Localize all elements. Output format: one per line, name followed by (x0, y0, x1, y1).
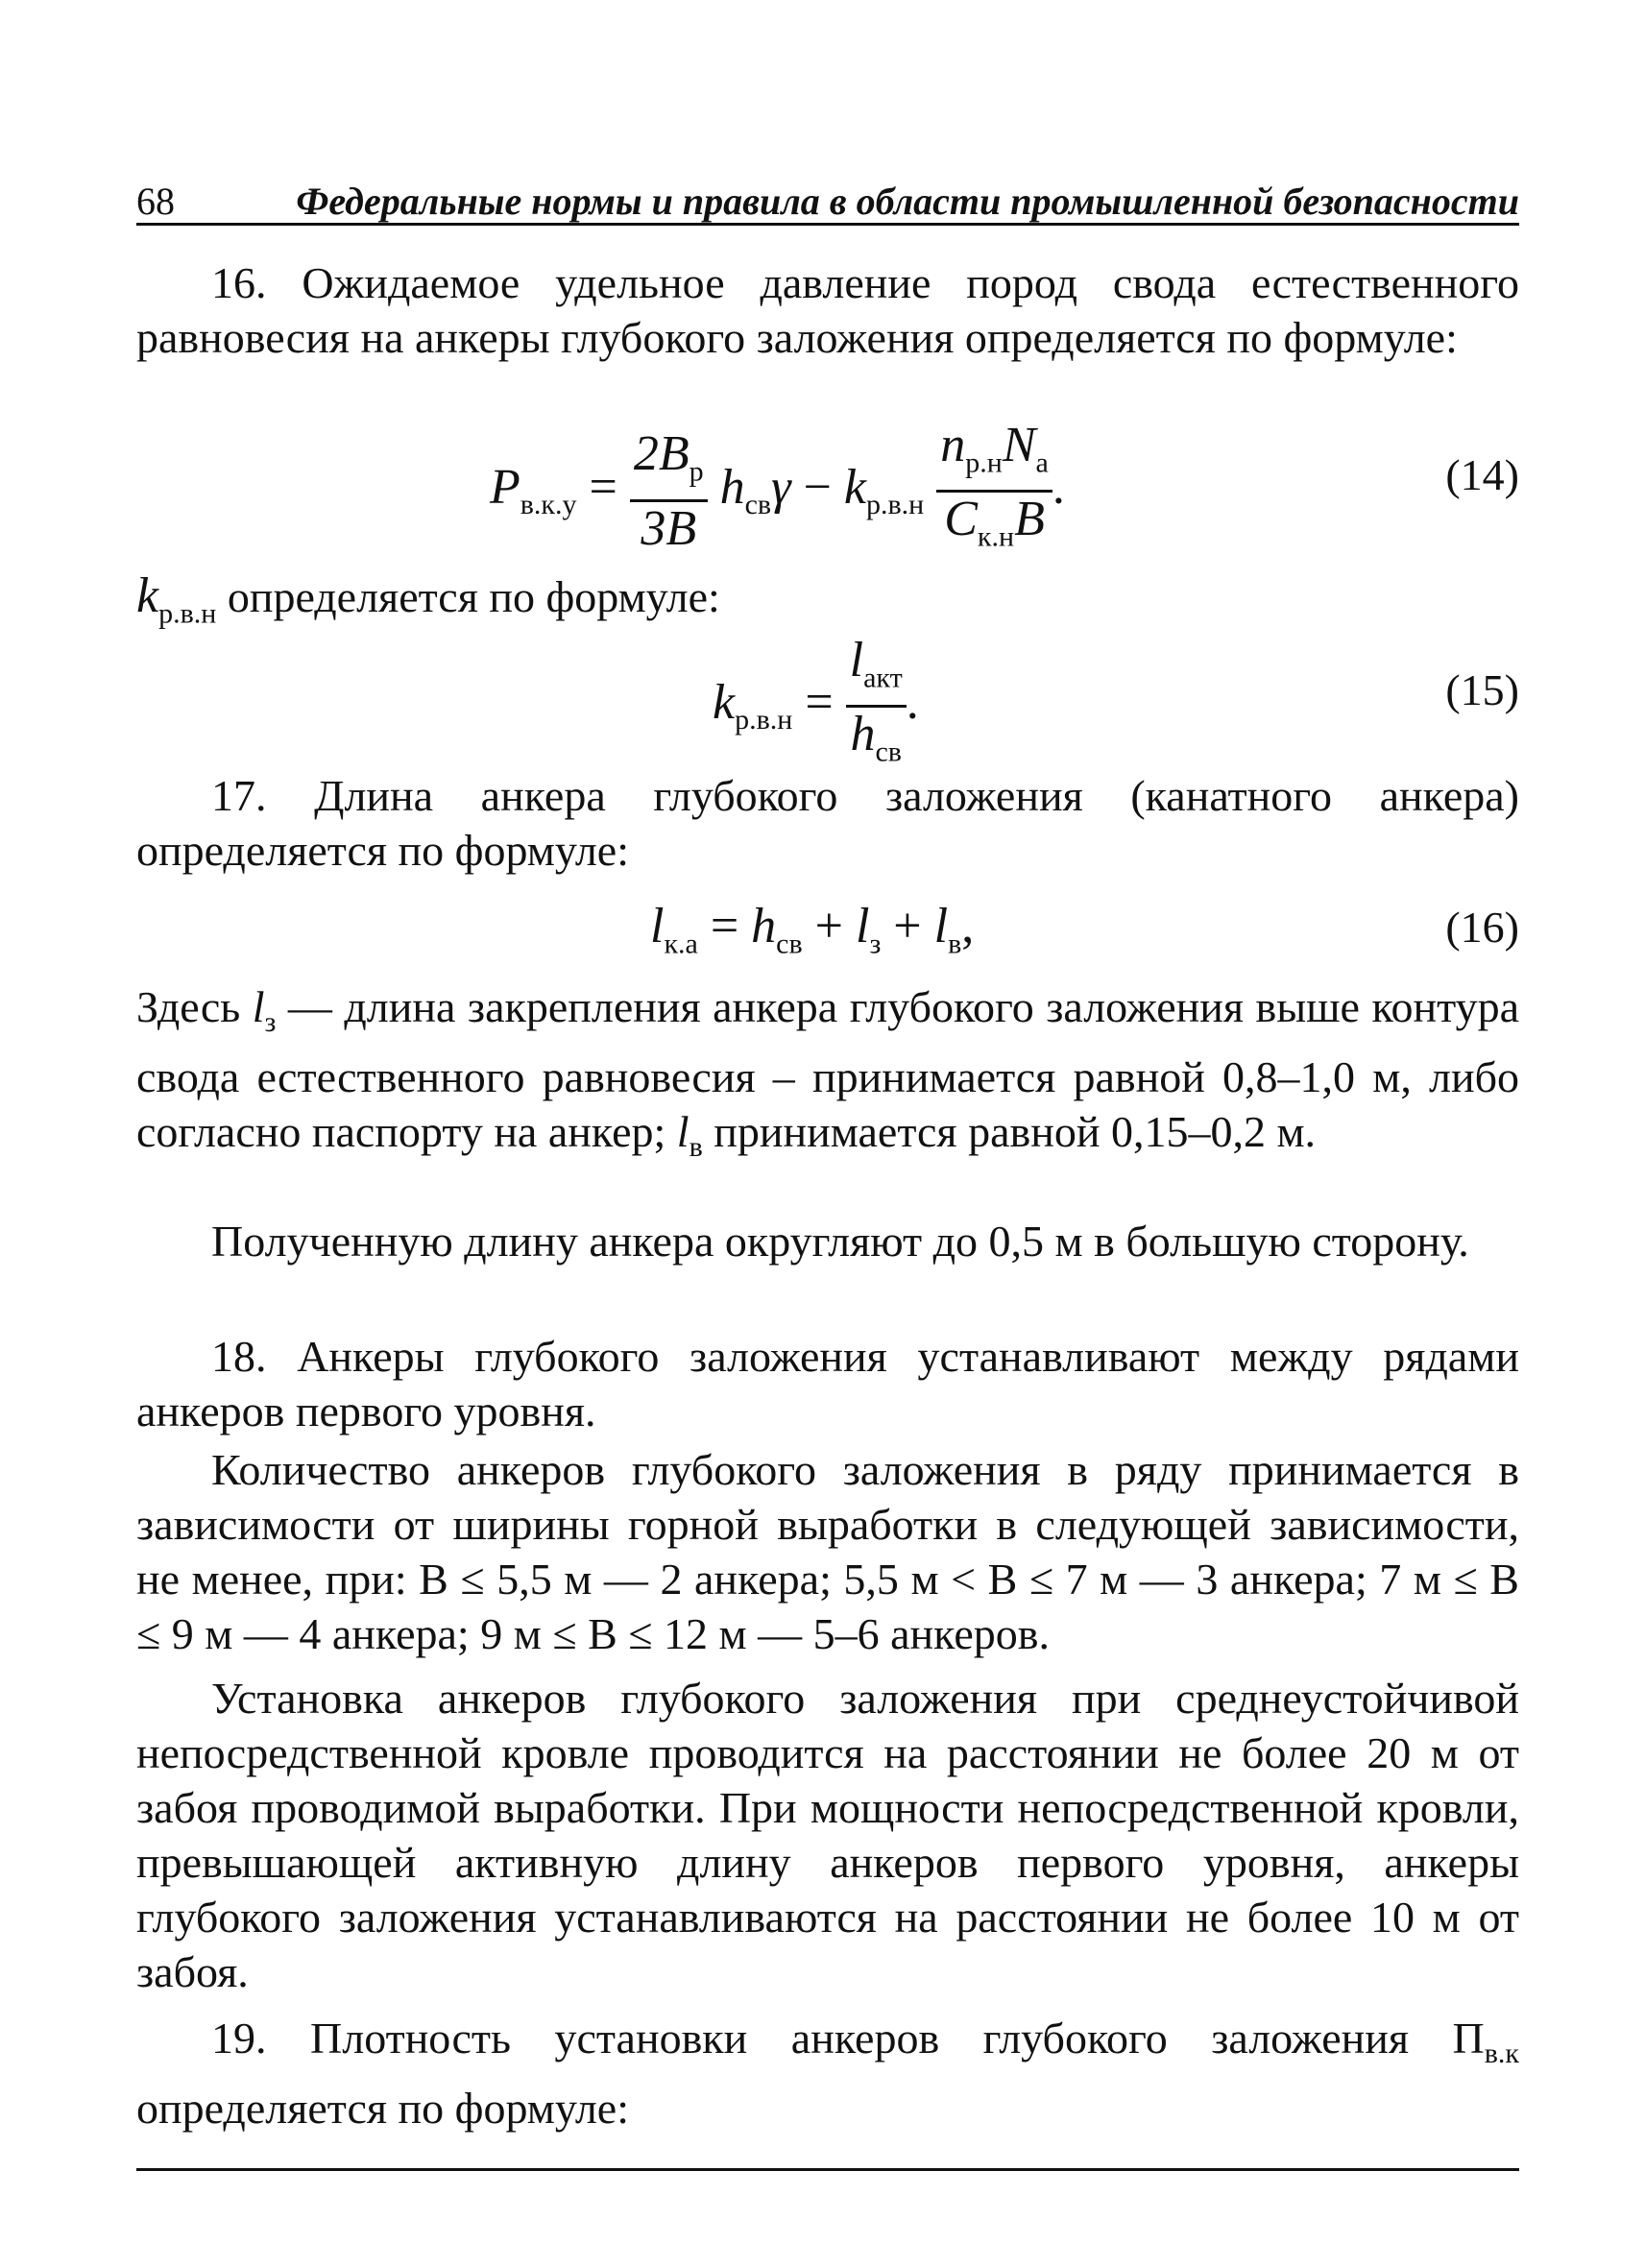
k-definition-line: $k_{р.в.н}$ определяется по формуле: (136, 568, 720, 630)
bottom-rule (136, 2168, 1519, 2171)
paragraph-19: 19. Плотность установки анкеров глубокого заложения $П_{в.к}$ определяется по формуле: (136, 2014, 1519, 2134)
equation-number-16: (16) (1445, 903, 1519, 952)
paragraph-rounding: Полученную длину анкера округляют до 0,5 м в большую сторону. (211, 1217, 1469, 1266)
paragraph-here: Здесь $l_з$ — длина закрепления анкера глубокого заложения выше контура свода естественного равновесия – принимается равной 0,8–1,0 м, либо согласно паспорту на анкер; $l_в$ принимается равной 0,15–0,2 м. (136, 982, 1519, 1164)
formula-15 (136, 633, 1519, 768)
formula-14-body: $P_{в.к.у}$ = $\frac{2B_р}{3B}$ $h_{св}\gamma - k_{р.в.н}$ $\frac{n_{р.н}N_а}{C_{к.н}B}$ . (490, 419, 1065, 565)
formula-16-body: $l_{к.а} = h_{св} + l_з + l_в$, (650, 899, 975, 960)
fraction-2bp-3b: $\frac{2B_р}{3B}$ (630, 427, 708, 555)
paragraph-quantity: Количество анкеров глубокого заложения в ряду принимается в зависимости от ширины горной выработки в следующей зависимости, не менее, при: B ≤ 5,5 м — 2 анкера; 5,5 м < B ≤ 7 м — 3 анкера; 7 м ≤ B ≤ 9 м — 4 анкера; 9 м ≤ B ≤ 12 м — 5–6 анкеров. (136, 1445, 1519, 1658)
paragraph-16: 16. Ожидаемое удельное давление пород свода естественного равновесия на анкеры глубокого заложения определяется по формуле: (136, 258, 1519, 362)
equation-number-14: (14) (1445, 450, 1519, 499)
formula-15-body: $k_{р.в.н}$ = $\frac{l_{акт}}{h_{св}}$ . (713, 634, 919, 780)
running-title: Федеральные нормы и правила в области промышленной безопасности (296, 180, 1519, 223)
fraction-npn-na-ckn-b: $\frac{n_{р.н}N_а}{C_{к.н}B}$ (936, 419, 1052, 565)
paragraph-installation: Установка анкеров глубокого заложения при среднеустойчивой непосредственной кровле проводится на расстоянии не более 20 м от забоя проводимой выработки. При мощности непосредственной кровли, превышающей активную длину анкеров первого уровня, анкеры глубокого заложения устанавливаются на расстоянии не более 10 м от забоя. (136, 1674, 1519, 1996)
formula-14 (136, 418, 1519, 556)
formula-16 (136, 898, 1519, 965)
paragraph-18: 18. Анкеры глубокого заложения устанавливают между рядами анкеров первого уровня. (136, 1332, 1519, 1436)
page-number: 68 (136, 180, 175, 223)
page-header (136, 179, 1519, 226)
fraction-lakt-hsv: $\frac{l_{акт}}{h_{св}}$ (846, 634, 907, 780)
equation-number-15: (15) (1445, 665, 1519, 714)
paragraph-17: 17. Длина анкера глубокого заложения (канатного анкера) определяется по формуле: (136, 771, 1519, 875)
